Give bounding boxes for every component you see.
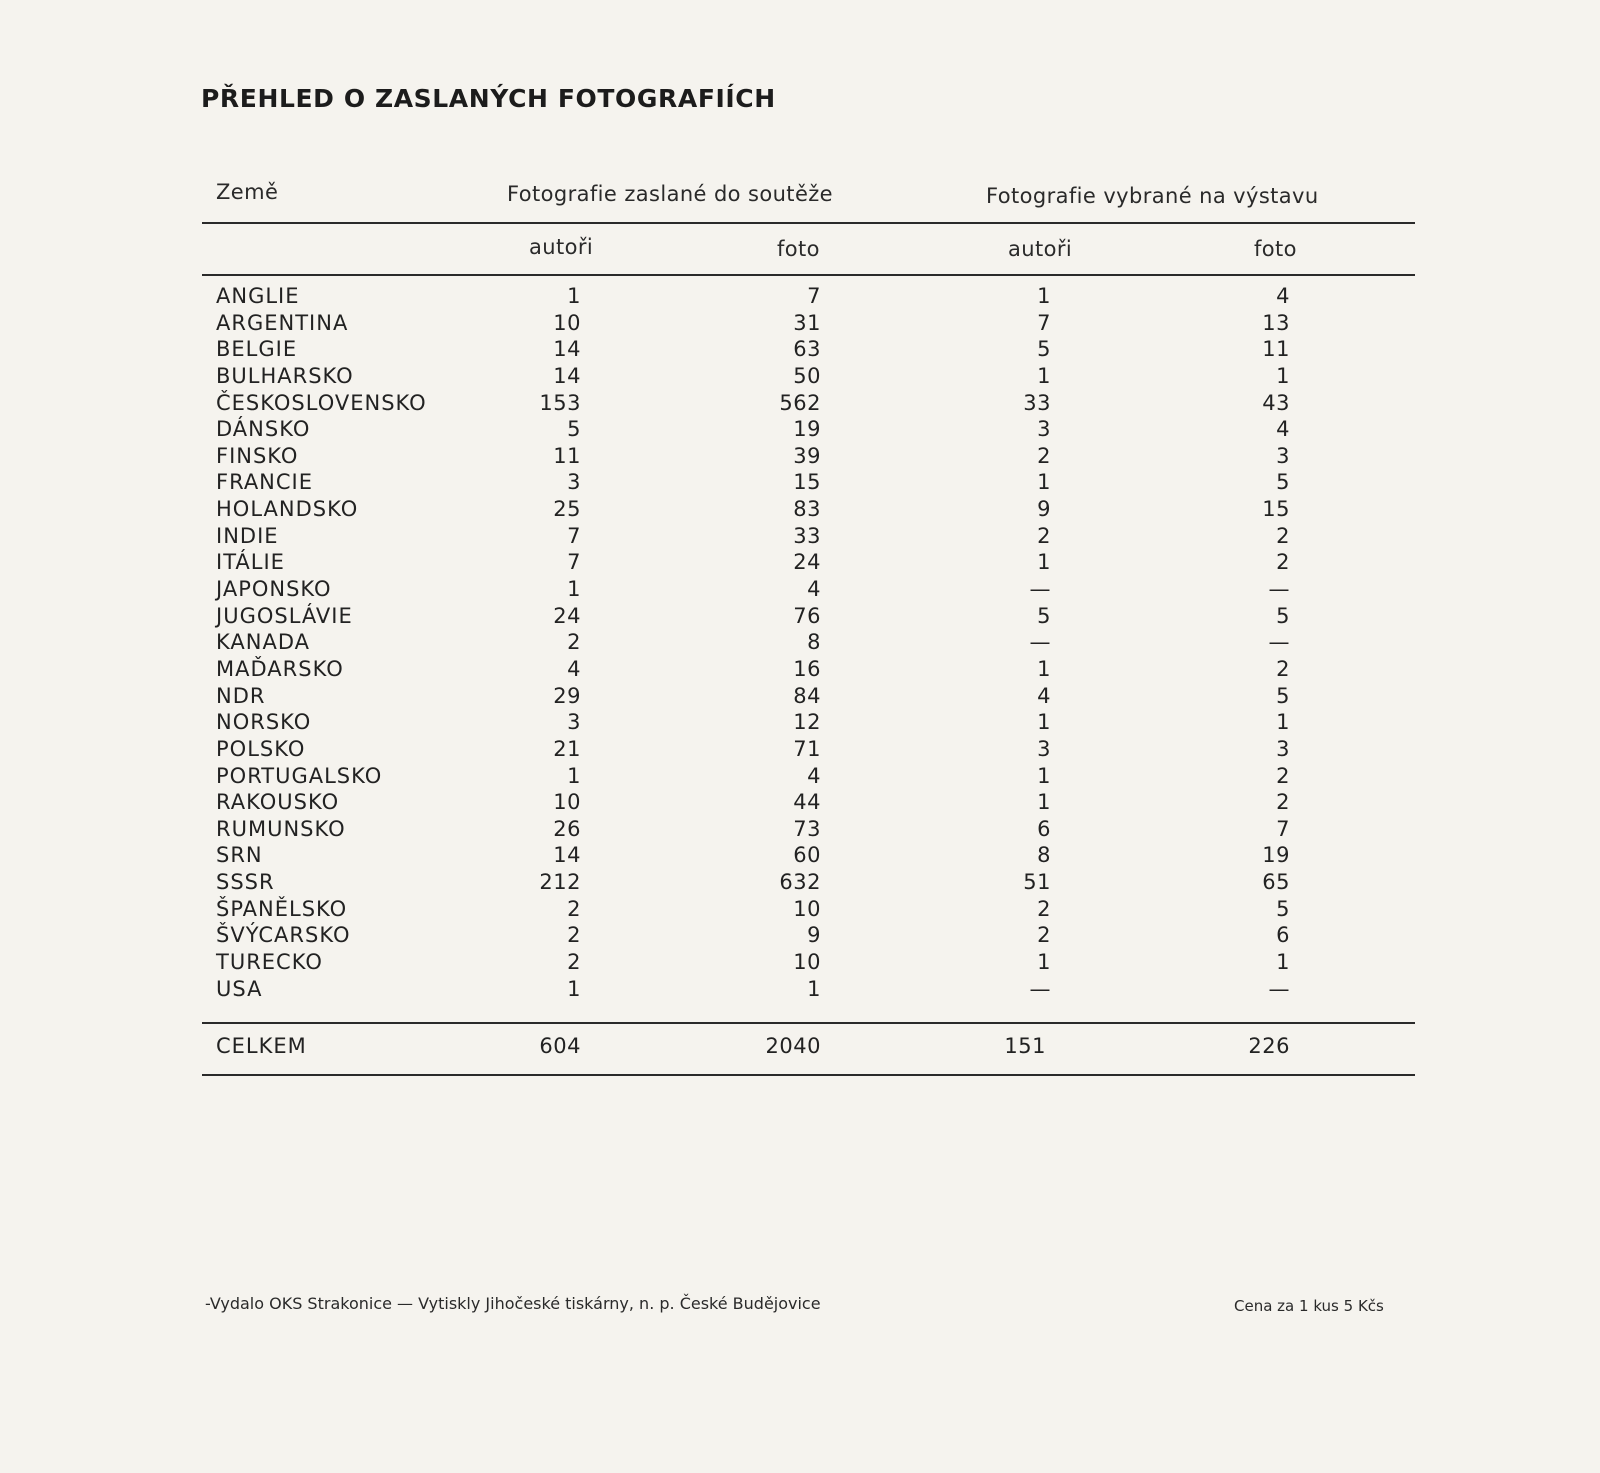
photos-selected: 65 — [1262, 870, 1290, 895]
header-submitted-group: Fotografie zaslané do soutěže — [507, 182, 834, 206]
photos-selected: 2 — [1276, 523, 1290, 548]
authors-submitted: 2 — [567, 630, 581, 655]
authors-submitted: 4 — [567, 656, 581, 681]
table-row — [0, 496, 1600, 523]
country-name: DÁNSKO — [216, 417, 311, 442]
total-photos-selected: 226 — [1248, 1034, 1290, 1058]
authors-selected: 3 — [1037, 736, 1051, 761]
photos-selected: 5 — [1276, 683, 1290, 708]
country-name: RAKOUSKO — [216, 790, 340, 815]
photos-submitted: 10 — [793, 896, 821, 921]
photos-submitted: 31 — [793, 310, 821, 335]
country-name: ŠPANĚLSKO — [216, 896, 348, 921]
authors-selected: 1 — [1037, 550, 1051, 575]
authors-submitted: 2 — [567, 896, 581, 921]
photos-selected: — — [1268, 577, 1290, 602]
authors-selected: 9 — [1037, 497, 1051, 522]
photos-selected: 2 — [1276, 656, 1290, 681]
authors-submitted: 26 — [553, 816, 581, 841]
total-photos-submitted: 2040 — [765, 1034, 821, 1058]
photos-submitted: 33 — [793, 523, 821, 548]
photos-submitted: 60 — [793, 843, 821, 868]
subheader-photos-submitted: foto — [777, 237, 820, 261]
table-row — [0, 363, 1600, 390]
authors-submitted: 10 — [553, 790, 581, 815]
authors-submitted: 2 — [567, 923, 581, 948]
photos-selected: 5 — [1276, 470, 1290, 495]
country-name: NDR — [216, 683, 266, 708]
table-row — [0, 549, 1600, 576]
table-row — [0, 523, 1600, 550]
header-top-rule — [202, 222, 1415, 224]
photos-submitted: 71 — [793, 736, 821, 761]
country-name: SRN — [216, 843, 263, 868]
authors-selected: 4 — [1037, 683, 1051, 708]
photos-submitted: 4 — [807, 763, 821, 788]
photos-submitted: 562 — [779, 390, 821, 415]
total-top-rule — [202, 1022, 1415, 1024]
authors-submitted: 212 — [539, 870, 581, 895]
table-row — [0, 709, 1600, 736]
total-row — [0, 1033, 1600, 1063]
photos-selected: 19 — [1262, 843, 1290, 868]
authors-selected: 5 — [1037, 603, 1051, 628]
country-name: USA — [216, 976, 263, 1001]
authors-selected: 1 — [1037, 950, 1051, 975]
photos-submitted: 44 — [793, 790, 821, 815]
table-row — [0, 949, 1600, 976]
country-name: NORSKO — [216, 710, 312, 735]
table-row — [0, 976, 1600, 1003]
table-row — [0, 683, 1600, 710]
country-name: POLSKO — [216, 736, 306, 761]
authors-submitted: 2 — [567, 950, 581, 975]
photos-selected: 4 — [1276, 284, 1290, 308]
country-name: KANADA — [216, 630, 311, 655]
authors-selected: 1 — [1037, 763, 1051, 788]
country-name: TURECKO — [216, 950, 323, 975]
photos-submitted: 16 — [793, 656, 821, 681]
photos-selected: 43 — [1262, 390, 1290, 415]
subheader-authors-selected: autoři — [1008, 237, 1073, 261]
table-row — [0, 789, 1600, 816]
table-row — [0, 283, 1600, 310]
authors-submitted: 14 — [553, 843, 581, 868]
photos-submitted: 10 — [793, 950, 821, 975]
authors-selected: 8 — [1037, 843, 1051, 868]
authors-selected: 6 — [1037, 816, 1051, 841]
authors-submitted: 1 — [567, 284, 581, 308]
authors-submitted: 7 — [567, 550, 581, 575]
table-row — [0, 576, 1600, 603]
authors-selected: 2 — [1037, 923, 1051, 948]
photos-submitted: 76 — [793, 603, 821, 628]
country-name: ARGENTINA — [216, 310, 349, 335]
photos-submitted: 4 — [807, 577, 821, 602]
photos-selected: 5 — [1276, 896, 1290, 921]
photos-selected: 6 — [1276, 923, 1290, 948]
country-name: BULHARSKO — [216, 363, 354, 388]
photos-selected: 5 — [1276, 603, 1290, 628]
authors-submitted: 1 — [567, 976, 581, 1001]
authors-submitted: 14 — [553, 337, 581, 362]
country-name: ŠVÝCARSKO — [216, 923, 351, 948]
country-name: PORTUGALSKO — [216, 763, 383, 788]
country-name: MAĎARSKO — [216, 656, 344, 681]
table-row — [0, 416, 1600, 443]
subheader-photos-selected: foto — [1254, 237, 1297, 261]
authors-selected: 1 — [1037, 470, 1051, 495]
authors-selected: 3 — [1037, 417, 1051, 442]
table-row — [0, 310, 1600, 337]
country-name: HOLANDSKO — [216, 497, 359, 522]
photos-selected: 15 — [1262, 497, 1290, 522]
authors-selected: 7 — [1037, 310, 1051, 335]
photos-selected: 1 — [1276, 950, 1290, 975]
country-name: ITÁLIE — [216, 550, 285, 575]
header-bottom-rule — [202, 274, 1415, 276]
table-row — [0, 469, 1600, 496]
table-row — [0, 869, 1600, 896]
table-row — [0, 763, 1600, 790]
header-country: Země — [216, 180, 279, 204]
authors-selected: — — [1029, 577, 1051, 602]
photos-submitted: 1 — [807, 976, 821, 1001]
photos-submitted: 83 — [793, 497, 821, 522]
photos-selected: 2 — [1276, 763, 1290, 788]
table-row — [0, 896, 1600, 923]
table-row — [0, 922, 1600, 949]
photos-selected: — — [1268, 976, 1290, 1001]
photos-submitted: 12 — [793, 710, 821, 735]
authors-submitted: 14 — [553, 363, 581, 388]
country-name: FRANCIE — [216, 470, 314, 495]
country-name: RUMUNSKO — [216, 816, 346, 841]
total-bottom-rule — [202, 1074, 1415, 1076]
photos-submitted: 8 — [807, 630, 821, 655]
photos-selected: 3 — [1276, 443, 1290, 468]
authors-submitted: 1 — [567, 577, 581, 602]
table-row — [0, 603, 1600, 630]
subheader-authors-submitted: autoři — [529, 235, 594, 259]
table-row — [0, 736, 1600, 763]
total-label: CELKEM — [216, 1034, 307, 1058]
header-selected-group: Fotografie vybrané na výstavu — [986, 184, 1319, 208]
authors-submitted: 3 — [567, 710, 581, 735]
photos-selected: 4 — [1276, 417, 1290, 442]
authors-submitted: 3 — [567, 470, 581, 495]
photos-selected: 7 — [1276, 816, 1290, 841]
table-row — [0, 816, 1600, 843]
photos-submitted: 15 — [793, 470, 821, 495]
photos-selected: 1 — [1276, 363, 1290, 388]
table-row — [0, 336, 1600, 363]
photos-selected: 2 — [1276, 790, 1290, 815]
country-name: JUGOSLÁVIE — [216, 603, 353, 628]
authors-submitted: 11 — [553, 443, 581, 468]
authors-submitted: 5 — [567, 417, 581, 442]
photos-selected: 3 — [1276, 736, 1290, 761]
photos-submitted: 632 — [779, 870, 821, 895]
publisher-note: -Vydalo OKS Strakonice — Vytiskly Jihočeské tiskárny, n. p. České Budějovice — [205, 1294, 821, 1313]
authors-selected: — — [1029, 630, 1051, 655]
photos-submitted: 7 — [807, 284, 821, 308]
photos-submitted: 73 — [793, 816, 821, 841]
authors-submitted: 1 — [567, 763, 581, 788]
authors-selected: 5 — [1037, 337, 1051, 362]
total-authors-submitted: 604 — [539, 1034, 581, 1058]
photos-selected: 1 — [1276, 710, 1290, 735]
country-table-body — [0, 283, 1600, 1002]
photos-selected: 13 — [1262, 310, 1290, 335]
photos-submitted: 24 — [793, 550, 821, 575]
page-title: PŘEHLED O ZASLANÝCH FOTOGRAFIÍCH — [201, 84, 776, 113]
authors-selected: 2 — [1037, 523, 1051, 548]
country-name: ČESKOSLOVENSKO — [216, 390, 427, 415]
photos-selected: 11 — [1262, 337, 1290, 362]
authors-submitted: 24 — [553, 603, 581, 628]
authors-submitted: 10 — [553, 310, 581, 335]
authors-selected: 1 — [1037, 790, 1051, 815]
table-row — [0, 842, 1600, 869]
photos-submitted: 39 — [793, 443, 821, 468]
table-row — [0, 443, 1600, 470]
table-row — [0, 390, 1600, 417]
country-name: BELGIE — [216, 337, 298, 362]
authors-selected: 51 — [1023, 870, 1051, 895]
authors-selected: — — [1029, 976, 1051, 1001]
authors-selected: 1 — [1037, 363, 1051, 388]
photos-submitted: 50 — [793, 363, 821, 388]
authors-submitted: 25 — [553, 497, 581, 522]
total-authors-selected: 151 — [1004, 1034, 1046, 1058]
photos-submitted: 63 — [793, 337, 821, 362]
price-note: Cena za 1 kus 5 Kčs — [1234, 1297, 1384, 1315]
country-name: ANGLIE — [216, 284, 300, 308]
country-name: JAPONSKO — [216, 577, 332, 602]
table-row — [0, 656, 1600, 683]
authors-selected: 1 — [1037, 656, 1051, 681]
table-row — [0, 629, 1600, 656]
authors-submitted: 29 — [553, 683, 581, 708]
photos-selected: 2 — [1276, 550, 1290, 575]
country-name: INDIE — [216, 523, 279, 548]
photos-submitted: 9 — [807, 923, 821, 948]
authors-submitted: 21 — [553, 736, 581, 761]
authors-selected: 1 — [1037, 284, 1051, 308]
authors-selected: 1 — [1037, 710, 1051, 735]
authors-submitted: 153 — [539, 390, 581, 415]
authors-selected: 33 — [1023, 390, 1051, 415]
country-name: SSSR — [216, 870, 275, 895]
authors-selected: 2 — [1037, 896, 1051, 921]
photos-submitted: 19 — [793, 417, 821, 442]
photos-selected: — — [1268, 630, 1290, 655]
country-name: FINSKO — [216, 443, 299, 468]
photos-submitted: 84 — [793, 683, 821, 708]
authors-selected: 2 — [1037, 443, 1051, 468]
authors-submitted: 7 — [567, 523, 581, 548]
